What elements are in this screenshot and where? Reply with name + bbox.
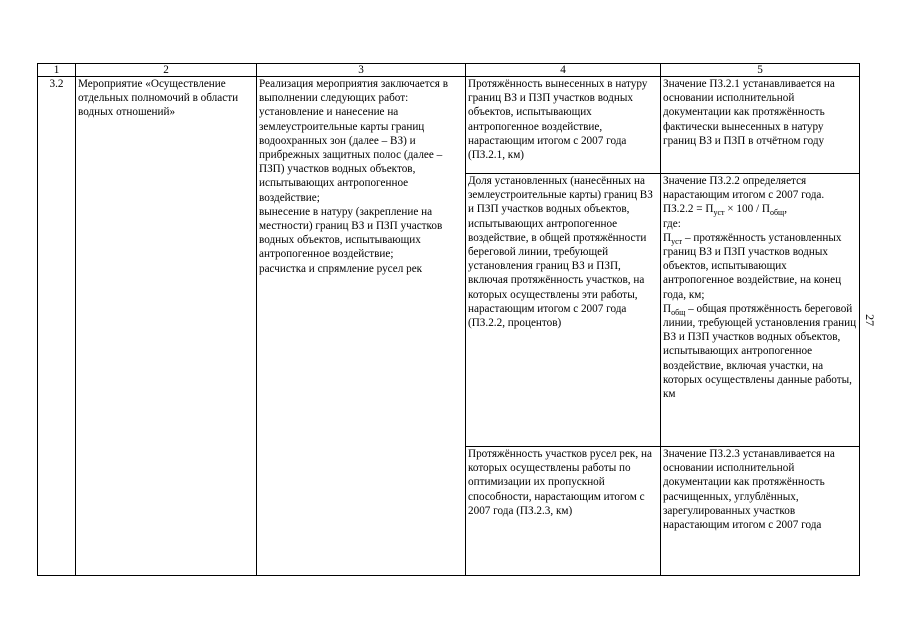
header-cell-5: 5 (661, 64, 860, 77)
header-cell-3: 3 (257, 64, 466, 77)
description-line: вынесение в натуру (закрепление на местности) границ ВЗ и ПЗП участков водных объектов, испытывающих антропогенное воздействие; (259, 205, 443, 261)
measure-name: Мероприятие «Осуществление отдельных полномочий в области водных отношений» (76, 77, 257, 576)
table-row (38, 77, 860, 174)
formula-part: ПЗ.2.2 = П (663, 203, 714, 216)
formula-subscript: общ (769, 208, 785, 218)
method-intro: Значение ПЗ.2.2 определяется нарастающим итогом с 2007 года. (663, 175, 825, 202)
definition-2 (663, 302, 857, 401)
formula-part: × 100 / П (724, 203, 770, 216)
description-line: установление и нанесение на землеустроительные карты границ водоохранных зон (далее – ВЗ) и прибрежных защитных полос (далее – ПЗП) участков водных объектов, испытывающих антропогенное воздействие; (259, 106, 443, 204)
definition-text: – протяжённость установленных границ ВЗ и ПЗП участков водных объектов, испытывающих антропогенное воздействие, на конец года, км; (663, 231, 842, 301)
header-cell-1: 1 (38, 64, 76, 77)
measures-table (37, 63, 860, 576)
definition-1 (663, 231, 857, 302)
row-number: 3.2 (38, 77, 76, 576)
formula-subscript: уст (713, 208, 725, 218)
page-number: 27 (863, 314, 878, 327)
symbol: П (663, 302, 672, 315)
where-label: где: (663, 217, 681, 230)
indicator-2-method (661, 174, 860, 447)
symbol-subscript: уст (671, 237, 683, 247)
header-cell-4: 4 (466, 64, 661, 77)
symbol: П (663, 231, 672, 244)
header-cell-2: 2 (76, 64, 257, 77)
indicator-3-method: Значение ПЗ.2.3 устанавливается на основании исполнительной документации как протяжённость расчищенных, углублённых, зарегулированных участков нарастающим итогом с 2007 года (661, 447, 860, 576)
measure-description (257, 77, 466, 576)
definition-text: – общая протяжённость береговой линии, требующей установления границ ВЗ и ПЗП участков водных объектов, испытывающих антропогенное воздействие, включая участки, на которых осуществлены данные работы, км (663, 302, 857, 401)
indicator-1-name: Протяжённость вынесенных в натуру границ ВЗ и ПЗП участков водных объектов, испытывающих антропогенное воздействие, нарастающим итогом с 2007 года (ПЗ.2.1, км) (466, 77, 661, 174)
measures-table-wrapper (37, 63, 859, 576)
header-row (38, 64, 860, 77)
description-line: Реализация мероприятия заключается в выполнении следующих работ: (259, 78, 448, 105)
indicator-1-method: Значение ПЗ.2.1 устанавливается на основании исполнительной документации как протяжённость фактически вынесенных в натуру границ ВЗ и ПЗП в отчётном году (661, 77, 860, 174)
formula (663, 202, 857, 216)
description-line: расчистка и спрямление русел рек (259, 262, 423, 275)
formula-part: , (784, 203, 787, 216)
indicator-2-name: Доля установленных (нанесённых на землеустроительные карты) границ ВЗ и ПЗП участков водных объектов, испытывающих антропогенное воздействие, в общей протяжённости береговой линии, требующей установления границ ВЗ и ПЗП, включая протяжённость участков, на которых осуществлены эти работы, нарастающим итогом с 2007 года (ПЗ.2.2, процентов) (466, 174, 661, 447)
indicator-3-name: Протяжённость участков русел рек, на которых осуществлены работы по оптимизации их пропускной способности, нарастающим итогом с 2007 года (ПЗ.2.3, км) (466, 447, 661, 576)
symbol-subscript: общ (671, 308, 686, 318)
